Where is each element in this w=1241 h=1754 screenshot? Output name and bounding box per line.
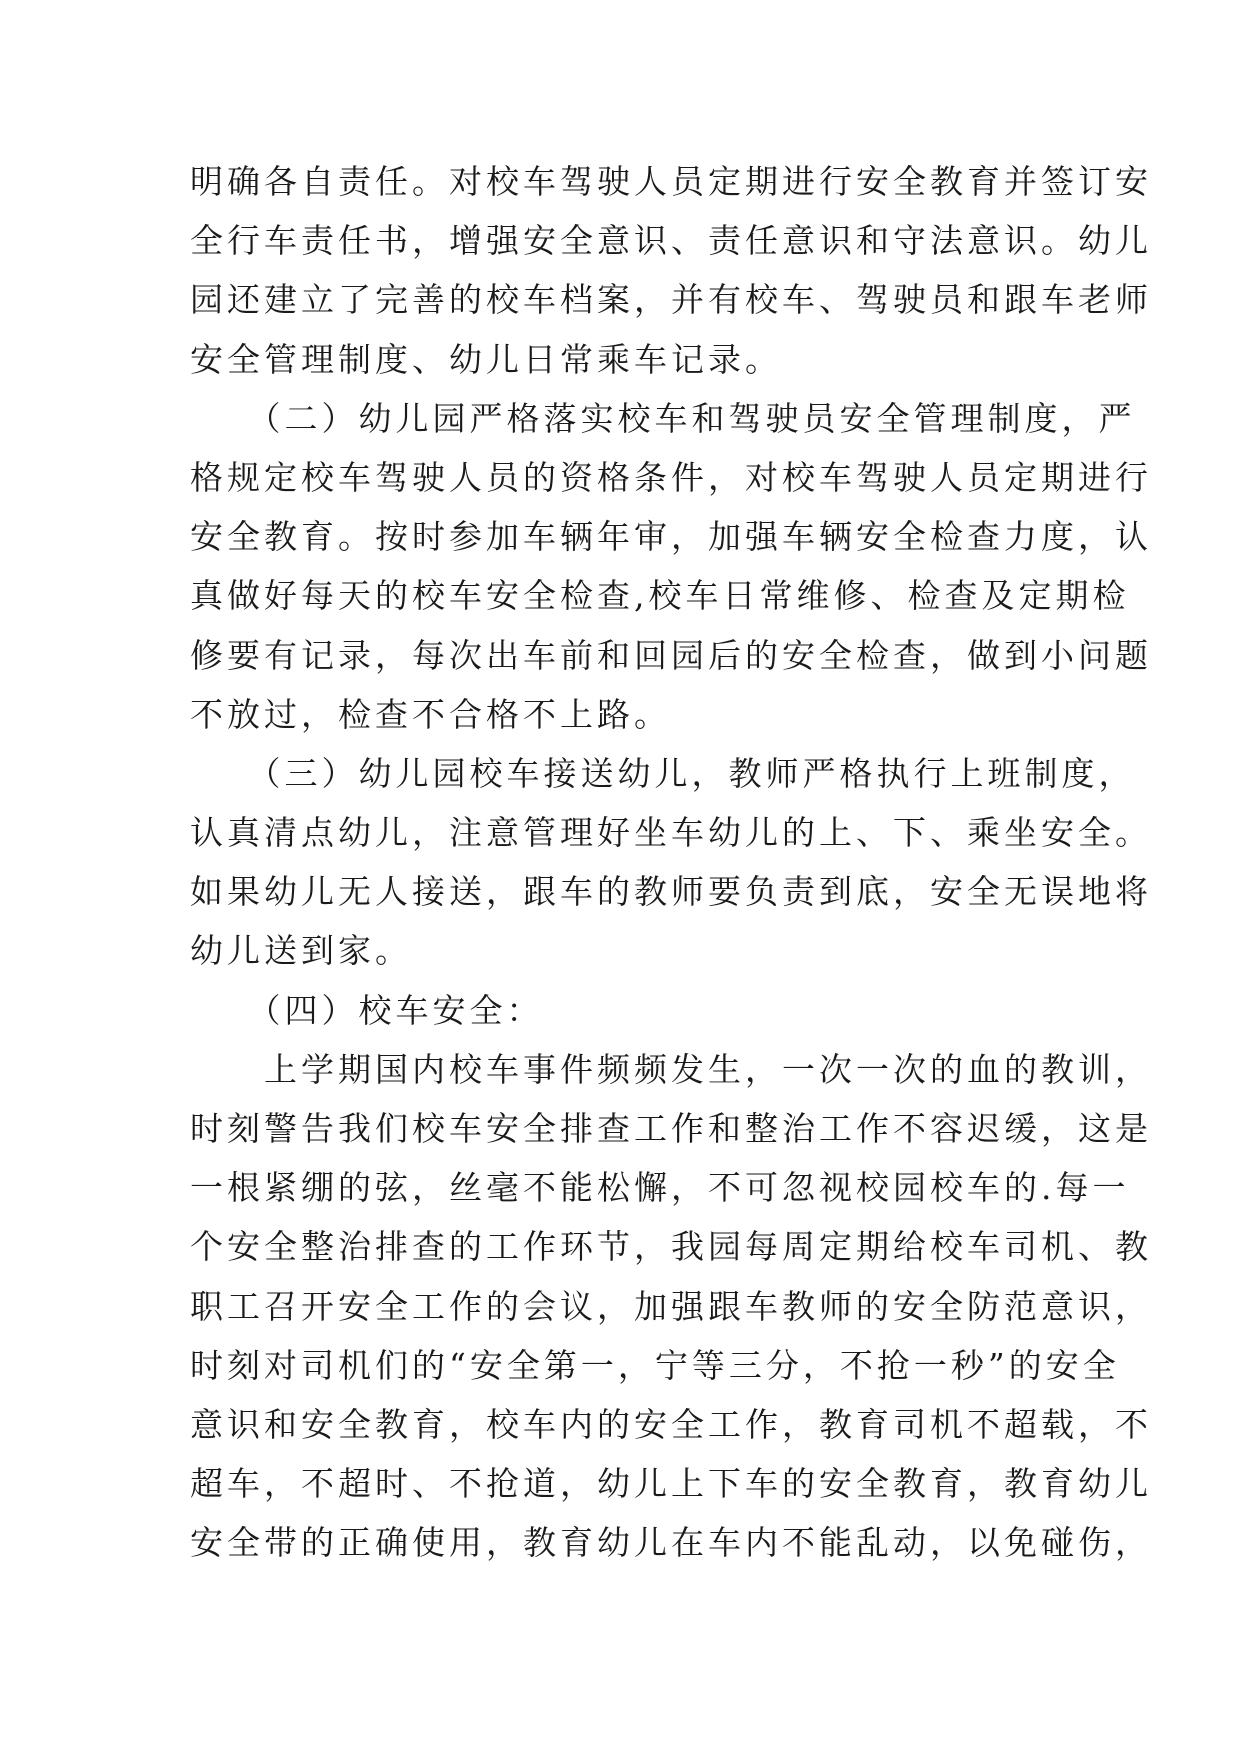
text-line: 不放过，检查不合格不上路。 <box>190 694 671 734</box>
text-line: 安全教育。按时参加车辆年审，加强车辆安全检查力度，认 <box>190 517 1152 557</box>
text-line: 职工召开安全工作的会议，加强跟车教师的安全防范意识， <box>190 1286 1152 1326</box>
text-line: 安全带的正确使用，教育幼儿在车内不能乱动，以免碰伤， <box>190 1523 1152 1563</box>
text-line: （四）校车安全： <box>190 990 544 1030</box>
text-line: （三）幼儿园校车接送幼儿，教师严格执行上班制度， <box>190 753 1136 793</box>
text-line: 超车，不超时、不抢道，幼儿上下车的安全教育，教育幼儿 <box>190 1464 1152 1504</box>
text-line: （二）幼儿园严格落实校车和驾驶员安全管理制度，严 <box>190 398 1136 438</box>
text-line: 上学期国内校车事件频频发生，一次一次的血的教训， <box>190 1049 1152 1089</box>
text-line: 一根紧绷的弦，丝毫不能松懈，不可忽视校园校车的.每一 <box>190 1168 1130 1208</box>
text-line: 明确各自责任。对校车驾驶人员定期进行安全教育并签订安 <box>190 162 1152 201</box>
text-line: 幼儿送到家。 <box>190 931 412 971</box>
text-line: 格规定校车驾驶人员的资格条件，对校车驾驶人员定期进行 <box>190 457 1152 497</box>
text-line: 真做好每天的校车安全检查,校车日常维修、检查及定期检 <box>190 576 1130 616</box>
text-line: 意识和安全教育，校车内的安全工作，教育司机不超载，不 <box>190 1404 1152 1444</box>
text-line: 全行车责任书，增强安全意识、责任意识和守法意识。幼儿 <box>190 221 1152 261</box>
text-line: 时刻对司机们的“安全第一，宁等三分，不抢一秒”的安全 <box>190 1345 1120 1385</box>
text-line: 园还建立了完善的校车档案，并有校车、驾驶员和跟车老师 <box>190 280 1152 320</box>
text-line: 认真清点幼儿，注意管理好坐车幼儿的上、下、乘坐安全。 <box>190 813 1152 853</box>
text-line: 修要有记录，每次出车前和回园后的安全检查，做到小问题 <box>190 635 1152 675</box>
document-body <box>190 152 1152 1573</box>
text-line: 个安全整治排查的工作环节，我园每周定期给校车司机、教 <box>190 1227 1152 1267</box>
text-line: 时刻警告我们校车安全排查工作和整治工作不容迟缓，这是 <box>190 1109 1152 1148</box>
text-line: 如果幼儿无人接送，跟车的教师要负责到底，安全无误地将 <box>190 872 1152 912</box>
text-line: 安全管理制度、幼儿日常乘车记录。 <box>190 339 782 379</box>
